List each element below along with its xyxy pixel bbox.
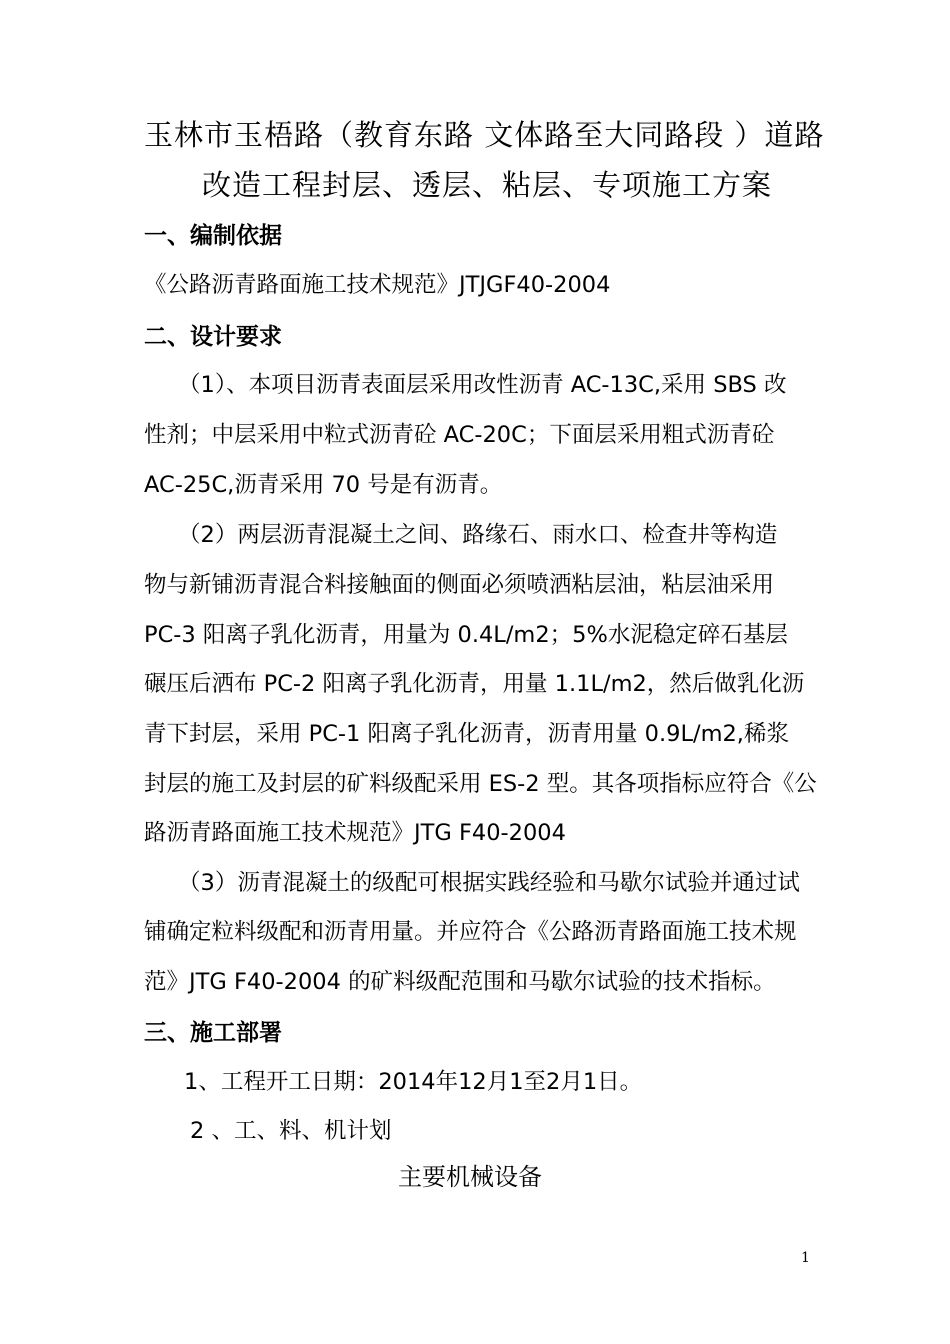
document-title-line-2: 改造工程封层、透层、粘层、专项施工方案 — [202, 168, 773, 202]
paragraph-line: 碾压后洒布 PC-2 阳离子乳化沥青，用量 1.1L/m2，然后做乳化沥 — [144, 671, 805, 697]
start-date-item: 1、工程开工日期：2014年12月1至2月1日。 — [184, 1069, 643, 1095]
document-title-line-1: 玉林市玉梧路（教育东路 文体路至大同路段 ）道路 — [144, 118, 825, 152]
section-2-heading: 二、设计要求 — [144, 324, 282, 350]
section-1-heading: 一、编制依据 — [144, 223, 282, 249]
section-3-heading: 三、施工部署 — [144, 1020, 282, 1046]
paragraph-line: PC-3 阳离子乳化沥青，用量为 0.4L/m2；5%水泥稳定碎石基层 — [144, 622, 788, 648]
paragraph-line: 青下封层，采用 PC-1 阳离子乳化沥青，沥青用量 0.9L/m2,稀浆 — [144, 721, 789, 747]
paragraph-line: AC-25C,沥青采用 70 号是有沥青。 — [144, 472, 503, 498]
paragraph-line: （2）两层沥青混凝土之间、路缘石、雨水口、检查井等构造 — [178, 522, 778, 548]
paragraph-line: （1）、本项目沥青表面层采用改性沥青 AC-13C,采用 SBS 改 — [178, 372, 787, 398]
paragraph-line: 封层的施工及封层的矿料级配采用 ES-2 型。其各项指标应符合《公 — [144, 771, 817, 797]
paragraph-line: 路沥青路面施工技术规范》JTG F40-2004 — [144, 820, 566, 846]
paragraph-line: 物与新铺沥青混合料接触面的侧面必须喷洒粘层油，粘层油采用 — [144, 572, 775, 598]
paragraph-line: （3）沥青混凝土的级配可根据实践经验和马歇尔试验并通过试 — [178, 870, 800, 896]
paragraph-line: 范》JTG F40-2004 的矿料级配范围和马歇尔试验的技术指标。 — [144, 969, 776, 995]
paragraph-line: 性剂；中层采用中粒式沥青砼 AC-20C；下面层采用粗式沥青砼 — [144, 422, 775, 448]
plan-item: 2 、工、料、机计划 — [190, 1118, 392, 1144]
section-1-reference: 《公路沥青路面施工技术规范》JTJGF40-2004 — [144, 272, 611, 298]
paragraph-line: 铺确定粒料级配和沥青用量。并应符合《公路沥青路面施工技术规 — [144, 919, 797, 945]
table-caption: 主要机械设备 — [398, 1163, 542, 1191]
page-number: 1 — [801, 1250, 810, 1266]
